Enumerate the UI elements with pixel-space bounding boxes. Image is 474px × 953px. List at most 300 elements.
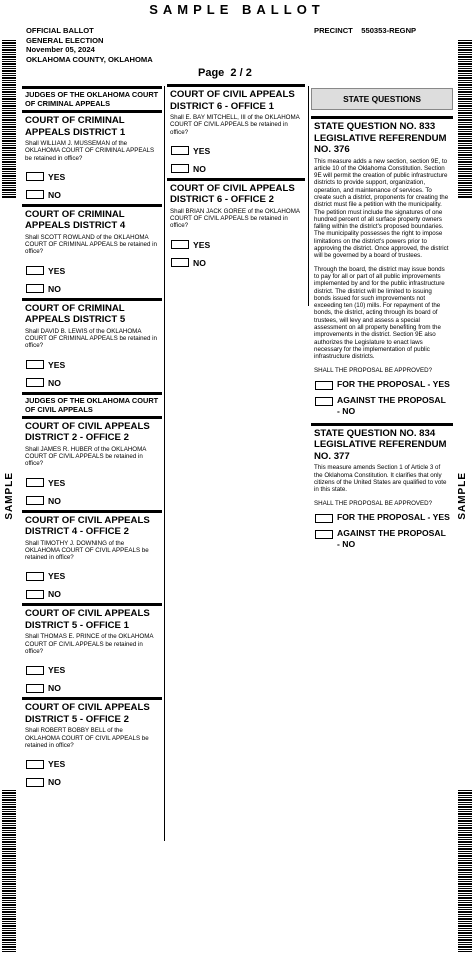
timing-mark <box>2 790 16 791</box>
no-option[interactable] <box>26 284 159 294</box>
timing-mark <box>2 916 16 917</box>
timing-mark <box>2 129 16 130</box>
race-title: COURT OF CIVIL APPEALS DISTRICT 5 - OFFICE 2 <box>25 702 150 725</box>
timing-mark <box>458 192 472 193</box>
timing-mark <box>458 157 472 158</box>
timing-mark <box>2 818 16 819</box>
timing-mark <box>2 73 16 74</box>
for-proposal-option[interactable] <box>315 512 450 523</box>
timing-mark <box>458 124 472 125</box>
race-title: COURT OF CIVIL APPEALS DISTRICT 5 - OFFICE 1 <box>25 608 150 631</box>
timing-mark <box>458 876 472 878</box>
timing-mark <box>2 161 16 163</box>
ballot-title: SAMPLE BALLOT <box>149 2 325 17</box>
vote-oval[interactable] <box>26 590 44 599</box>
timing-marks-left-bottom <box>2 790 16 953</box>
timing-mark <box>458 825 472 826</box>
timing-mark <box>458 73 472 74</box>
option-label: YES <box>48 665 66 676</box>
timing-mark <box>2 832 16 833</box>
timing-mark <box>458 855 472 857</box>
timing-mark <box>2 813 16 815</box>
timing-mark <box>2 124 16 125</box>
retention-race <box>22 298 162 392</box>
timing-mark <box>2 143 16 144</box>
timing-mark <box>458 150 472 151</box>
timing-mark <box>2 823 16 824</box>
timing-mark <box>458 185 472 186</box>
header-line2: GENERAL ELECTION <box>26 35 104 45</box>
timing-mark <box>2 923 16 924</box>
timing-mark <box>458 68 472 69</box>
timing-mark <box>458 166 472 167</box>
timing-mark <box>458 888 472 889</box>
timing-mark <box>458 143 472 144</box>
vote-oval[interactable] <box>26 778 44 787</box>
timing-mark <box>2 837 16 838</box>
for-proposal-option[interactable] <box>315 379 450 390</box>
timing-mark <box>458 832 472 833</box>
vote-oval[interactable] <box>171 240 189 249</box>
vote-oval[interactable] <box>26 172 44 181</box>
timing-mark <box>2 145 16 146</box>
timing-mark <box>458 70 472 72</box>
timing-mark <box>458 846 472 847</box>
vote-oval[interactable] <box>26 378 44 387</box>
race-question: Shall BRIAN JACK GOREE of the OKLAHOMA COURT OF CIVIL APPEALS be retained in office? <box>170 207 300 230</box>
timing-mark <box>458 180 472 181</box>
timing-mark <box>458 790 472 791</box>
retention-race <box>22 110 162 204</box>
column-1 <box>22 86 162 791</box>
timing-mark <box>2 881 16 882</box>
timing-mark <box>2 858 16 859</box>
timing-mark <box>2 848 16 850</box>
timing-mark <box>2 187 16 188</box>
timing-mark <box>2 136 16 137</box>
timing-mark <box>2 869 16 871</box>
timing-mark <box>2 192 16 193</box>
timing-mark <box>2 827 16 829</box>
timing-mark <box>458 939 472 941</box>
vote-oval[interactable] <box>26 684 44 693</box>
timing-mark <box>458 140 472 142</box>
timing-mark <box>2 811 16 812</box>
retention-race <box>22 510 162 604</box>
timing-mark <box>458 858 472 859</box>
yes-option[interactable] <box>171 146 302 156</box>
timing-mark <box>458 900 472 901</box>
option-label: YES <box>193 145 211 156</box>
timing-mark <box>458 96 472 97</box>
timing-mark <box>2 40 16 41</box>
timing-mark <box>2 154 16 156</box>
timing-mark <box>2 925 16 927</box>
timing-mark <box>2 178 16 179</box>
timing-mark <box>458 923 472 924</box>
race-title: COURT OF CRIMINAL APPEALS DISTRICT 5 <box>25 302 126 326</box>
timing-mark <box>2 797 16 798</box>
vote-oval[interactable] <box>171 258 189 267</box>
timing-mark <box>2 194 16 195</box>
timing-mark <box>2 96 16 97</box>
vote-oval[interactable] <box>171 146 189 155</box>
timing-mark <box>458 904 472 906</box>
timing-mark <box>458 820 472 822</box>
timing-mark <box>458 827 472 829</box>
timing-mark <box>2 110 16 111</box>
timing-mark <box>458 126 472 128</box>
timing-mark <box>458 138 472 139</box>
timing-mark <box>2 101 16 102</box>
yes-option[interactable] <box>26 665 159 675</box>
timing-mark <box>2 185 16 186</box>
timing-mark <box>2 883 16 885</box>
timing-mark <box>2 895 16 896</box>
timing-mark <box>458 848 472 850</box>
state-questions-heading: STATE QUESTIONS <box>311 88 453 110</box>
yes-option[interactable] <box>171 240 302 250</box>
timing-mark <box>458 189 472 191</box>
timing-mark <box>458 914 472 915</box>
no-option[interactable] <box>26 683 159 693</box>
timing-mark <box>2 806 16 808</box>
timing-mark <box>2 839 16 840</box>
timing-mark <box>2 168 16 170</box>
timing-mark <box>458 47 472 48</box>
timing-mark <box>2 944 16 945</box>
timing-mark <box>2 56 16 58</box>
timing-mark <box>2 946 16 948</box>
race-title: COURT OF CIVIL APPEALS DISTRICT 6 - OFFICE 1 <box>170 89 295 112</box>
timing-mark <box>2 42 16 44</box>
timing-mark <box>458 928 472 929</box>
timing-mark <box>458 911 472 913</box>
timing-mark <box>458 883 472 885</box>
timing-mark <box>458 890 472 892</box>
vote-oval[interactable] <box>26 190 44 199</box>
timing-mark <box>458 932 472 934</box>
side-label-right: SAMPLE <box>457 472 468 520</box>
timing-mark <box>2 133 16 135</box>
timing-marks-right-top <box>458 40 472 199</box>
timing-mark <box>458 194 472 195</box>
timing-mark <box>458 117 472 118</box>
race-question: Shall E. BAY MITCHELL, III of the OKLAHOMA COURT OF CIVIL APPEALS be retained in office? <box>170 114 300 136</box>
vote-oval[interactable] <box>26 572 44 581</box>
race-title: COURT OF CIVIL APPEALS DISTRICT 2 - OFFICE 2 <box>25 420 150 444</box>
timing-mark <box>2 930 16 931</box>
yes-option[interactable] <box>26 759 159 769</box>
yes-option[interactable] <box>26 266 159 276</box>
timing-mark <box>2 937 16 938</box>
timing-mark <box>2 150 16 151</box>
question-body-1: This measure adds a new section, section 9E, to article 10 of the Oklahoma Constitution. Section 9E will permit the creation of public infrastructure districts to provide support, organization, operation, and maintenance of services. To create such a district, proponents for creating the district must file a petition with the municipality. The petition must include the signatures of one hundred percent of all surface property owners falling within the district's proposed boundaries. The municipality possesses the right to impose limitations on the district's powers prior to approving the district. Once approved, the district will be governed by a board of trustees. <box>314 157 449 260</box>
timing-mark <box>2 173 16 174</box>
timing-mark <box>2 862 16 864</box>
timing-mark <box>458 925 472 927</box>
timing-mark <box>2 131 16 132</box>
column-2 <box>167 84 305 272</box>
timing-mark <box>2 84 16 86</box>
vote-oval[interactable] <box>315 397 333 406</box>
timing-mark <box>458 879 472 880</box>
timing-mark <box>2 846 16 847</box>
timing-mark <box>2 175 16 177</box>
yes-option[interactable] <box>26 360 159 370</box>
state-question-833 <box>311 116 453 421</box>
option-label: AGAINST THE PROPOSAL - NO <box>337 394 446 416</box>
timing-mark <box>458 818 472 819</box>
question-body-1: This measure amends Section 1 of Article 3 of the Oklahoma Constitution. It clarifies that only citizens of the United States are qualified to vote in this state. <box>314 464 447 494</box>
timing-mark <box>2 147 16 149</box>
race-question: Shall WILLIAM J. MUSSEMAN of the OKLAHOMA COURT OF CRIMINAL APPEALS be retained in office? <box>25 140 155 162</box>
timing-mark <box>2 820 16 822</box>
timing-mark <box>2 897 16 899</box>
option-label: FOR THE PROPOSAL - YES <box>337 511 450 522</box>
timing-mark <box>2 166 16 167</box>
race-title: COURT OF CRIMINAL APPEALS DISTRICT 1 <box>25 115 126 138</box>
timing-mark <box>458 823 472 824</box>
timing-mark <box>2 792 16 794</box>
timing-mark <box>2 886 16 887</box>
timing-mark <box>2 164 16 165</box>
timing-mark <box>2 904 16 906</box>
race-question: Shall DAVID B. LEWIS of the OKLAHOMA COURT OF CRIMINAL APPEALS be retained in office? <box>25 327 157 350</box>
option-label: YES <box>48 477 66 488</box>
vote-oval[interactable] <box>315 381 333 390</box>
against-proposal-option[interactable] <box>315 395 450 417</box>
vote-oval[interactable] <box>171 164 189 173</box>
timing-mark <box>458 893 472 894</box>
timing-mark <box>2 928 16 929</box>
timing-mark <box>458 66 472 67</box>
timing-mark <box>2 907 16 908</box>
no-option[interactable] <box>26 589 159 599</box>
timing-mark <box>2 834 16 836</box>
timing-mark <box>458 862 472 864</box>
precinct-label: PRECINCT 550353-REGNP <box>314 26 417 35</box>
timing-mark <box>2 830 16 831</box>
timing-mark <box>2 182 16 184</box>
timing-mark <box>2 949 16 950</box>
timing-mark <box>2 105 16 107</box>
timing-mark <box>2 909 16 910</box>
section-heading-criminal <box>22 86 162 110</box>
timing-mark <box>2 140 16 142</box>
timing-mark <box>2 94 16 95</box>
timing-mark <box>458 874 472 875</box>
timing-mark <box>2 825 16 826</box>
no-option[interactable] <box>26 496 159 506</box>
timing-mark <box>2 809 16 810</box>
no-option[interactable] <box>171 258 302 268</box>
timing-mark <box>2 802 16 803</box>
timing-mark <box>458 918 472 920</box>
race-title: COURT OF CIVIL APPEALS DISTRICT 6 - OFFICE 2 <box>170 182 295 206</box>
option-label: NO <box>48 589 61 600</box>
option-label: YES <box>48 265 66 276</box>
timing-mark <box>458 907 472 908</box>
timing-mark <box>458 895 472 896</box>
timing-mark <box>458 63 472 65</box>
vote-oval[interactable] <box>26 266 44 275</box>
timing-mark <box>458 811 472 812</box>
timing-mark <box>2 932 16 934</box>
question-body-2: Through the board, the district may issue bonds to pay for all or part of all public improvements implemented by and for the public infrastructure district. The district will be limited to issuing bonds issued for such improvements not exceeding ten (10) mills. For repayment of the bonds, the district, acting through its board of trustees, will levy and assess a special assessment on all property benefiting from the improvements in the district. Section 9E also authorizes the Legislature to enact laws necessary for the implementation of public infrastructure districts. <box>314 265 445 361</box>
timing-mark <box>2 68 16 69</box>
timing-mark <box>2 54 16 55</box>
timing-mark <box>2 890 16 892</box>
timing-mark <box>2 816 16 817</box>
timing-mark <box>458 75 472 76</box>
timing-mark <box>458 872 472 873</box>
timing-mark <box>2 795 16 796</box>
option-label: NO <box>48 495 61 506</box>
option-label: YES <box>48 571 66 582</box>
timing-mark <box>458 795 472 796</box>
timing-mark <box>2 911 16 913</box>
timing-mark <box>458 103 472 104</box>
timing-marks-left-top <box>2 40 16 199</box>
timing-mark <box>458 101 472 102</box>
vote-oval[interactable] <box>26 478 44 487</box>
timing-mark <box>458 147 472 149</box>
race-question: Shall SCOTT ROWLAND of the OKLAHOMA COURT OF CRIMINAL APPEALS be retained in office? <box>25 233 157 256</box>
state-question-834 <box>311 423 453 554</box>
question-title: STATE QUESTION NO. 833 LEGISLATIVE REFERENDUM NO. 376 <box>314 121 447 155</box>
timing-mark <box>2 117 16 118</box>
timing-mark <box>458 56 472 58</box>
no-option[interactable] <box>26 777 159 787</box>
timing-mark <box>458 804 472 805</box>
header-line3: November 05, 2024 <box>26 45 95 54</box>
retention-race <box>167 84 305 178</box>
timing-mark <box>458 49 472 51</box>
against-proposal-option[interactable] <box>315 528 450 550</box>
timing-mark <box>458 839 472 840</box>
timing-mark <box>2 122 16 123</box>
timing-mark <box>2 180 16 181</box>
timing-mark <box>458 921 472 922</box>
timing-mark <box>2 138 16 139</box>
timing-mark <box>458 82 472 83</box>
no-option[interactable] <box>26 190 159 200</box>
timing-mark <box>2 63 16 65</box>
timing-mark <box>2 82 16 83</box>
timing-mark <box>458 802 472 803</box>
timing-mark <box>2 59 16 60</box>
timing-mark <box>458 40 472 41</box>
timing-mark <box>2 89 16 90</box>
timing-mark <box>458 152 472 153</box>
timing-mark <box>458 94 472 95</box>
no-option[interactable] <box>171 164 302 174</box>
timing-mark <box>2 75 16 76</box>
vote-oval[interactable] <box>26 360 44 369</box>
retention-race <box>22 204 162 298</box>
timing-mark <box>458 119 472 121</box>
column-divider-1 <box>164 86 165 841</box>
timing-mark <box>458 867 472 868</box>
timing-mark <box>2 45 16 46</box>
timing-mark <box>2 951 16 952</box>
timing-mark <box>2 918 16 920</box>
vote-oval[interactable] <box>26 760 44 769</box>
no-option[interactable] <box>26 378 159 388</box>
timing-mark <box>2 47 16 48</box>
timing-mark <box>458 59 472 60</box>
option-label: NO <box>48 283 61 294</box>
header-line4: OKLAHOMA COUNTY, OKLAHOMA <box>26 54 153 64</box>
timing-mark <box>2 49 16 51</box>
timing-mark <box>458 834 472 836</box>
timing-mark <box>2 70 16 72</box>
timing-mark <box>458 136 472 137</box>
option-label: NO <box>193 257 206 268</box>
timing-mark <box>2 52 16 53</box>
timing-mark <box>458 178 472 179</box>
timing-mark <box>458 809 472 810</box>
yes-option[interactable] <box>26 172 159 182</box>
timing-mark <box>2 939 16 941</box>
timing-mark <box>458 886 472 887</box>
option-label: FOR THE PROPOSAL - YES <box>337 378 450 389</box>
vote-oval[interactable] <box>26 496 44 505</box>
option-label: AGAINST THE PROPOSAL - NO <box>337 527 446 549</box>
timing-mark <box>2 157 16 158</box>
timing-mark <box>2 872 16 873</box>
timing-mark <box>458 129 472 130</box>
yes-option[interactable] <box>26 571 159 581</box>
timing-mark <box>2 874 16 875</box>
timing-mark <box>458 42 472 44</box>
timing-mark <box>458 171 472 172</box>
race-title: COURT OF CIVIL APPEALS DISTRICT 4 - OFFICE 2 <box>25 514 150 538</box>
race-question: Shall TIMOTHY J. DOWNING of the OKLAHOMA COURT OF CIVIL APPEALS be retained in office? <box>25 539 149 562</box>
timing-mark <box>2 196 16 198</box>
column-3 <box>311 88 453 554</box>
vote-oval[interactable] <box>26 666 44 675</box>
timing-mark <box>2 893 16 894</box>
timing-mark <box>2 888 16 889</box>
timing-mark <box>458 902 472 903</box>
timing-mark <box>458 115 472 116</box>
page-number: Page 2 / 2 <box>198 67 252 79</box>
timing-mark <box>458 799 472 801</box>
timing-mark <box>2 942 16 943</box>
timing-mark <box>458 853 472 854</box>
vote-oval[interactable] <box>26 284 44 293</box>
timing-mark <box>458 869 472 871</box>
timing-mark <box>458 916 472 917</box>
yes-option[interactable] <box>26 478 159 488</box>
timing-mark <box>2 112 16 114</box>
timing-mark <box>458 154 472 156</box>
timing-mark <box>2 804 16 805</box>
timing-mark <box>458 145 472 146</box>
vote-oval[interactable] <box>315 530 333 539</box>
option-label: YES <box>193 239 211 250</box>
timing-mark <box>458 159 472 160</box>
timing-mark <box>2 152 16 153</box>
timing-mark <box>458 851 472 852</box>
vote-oval[interactable] <box>315 514 333 523</box>
timing-mark <box>458 865 472 866</box>
timing-mark <box>458 98 472 100</box>
timing-mark <box>458 131 472 132</box>
timing-mark <box>2 98 16 100</box>
